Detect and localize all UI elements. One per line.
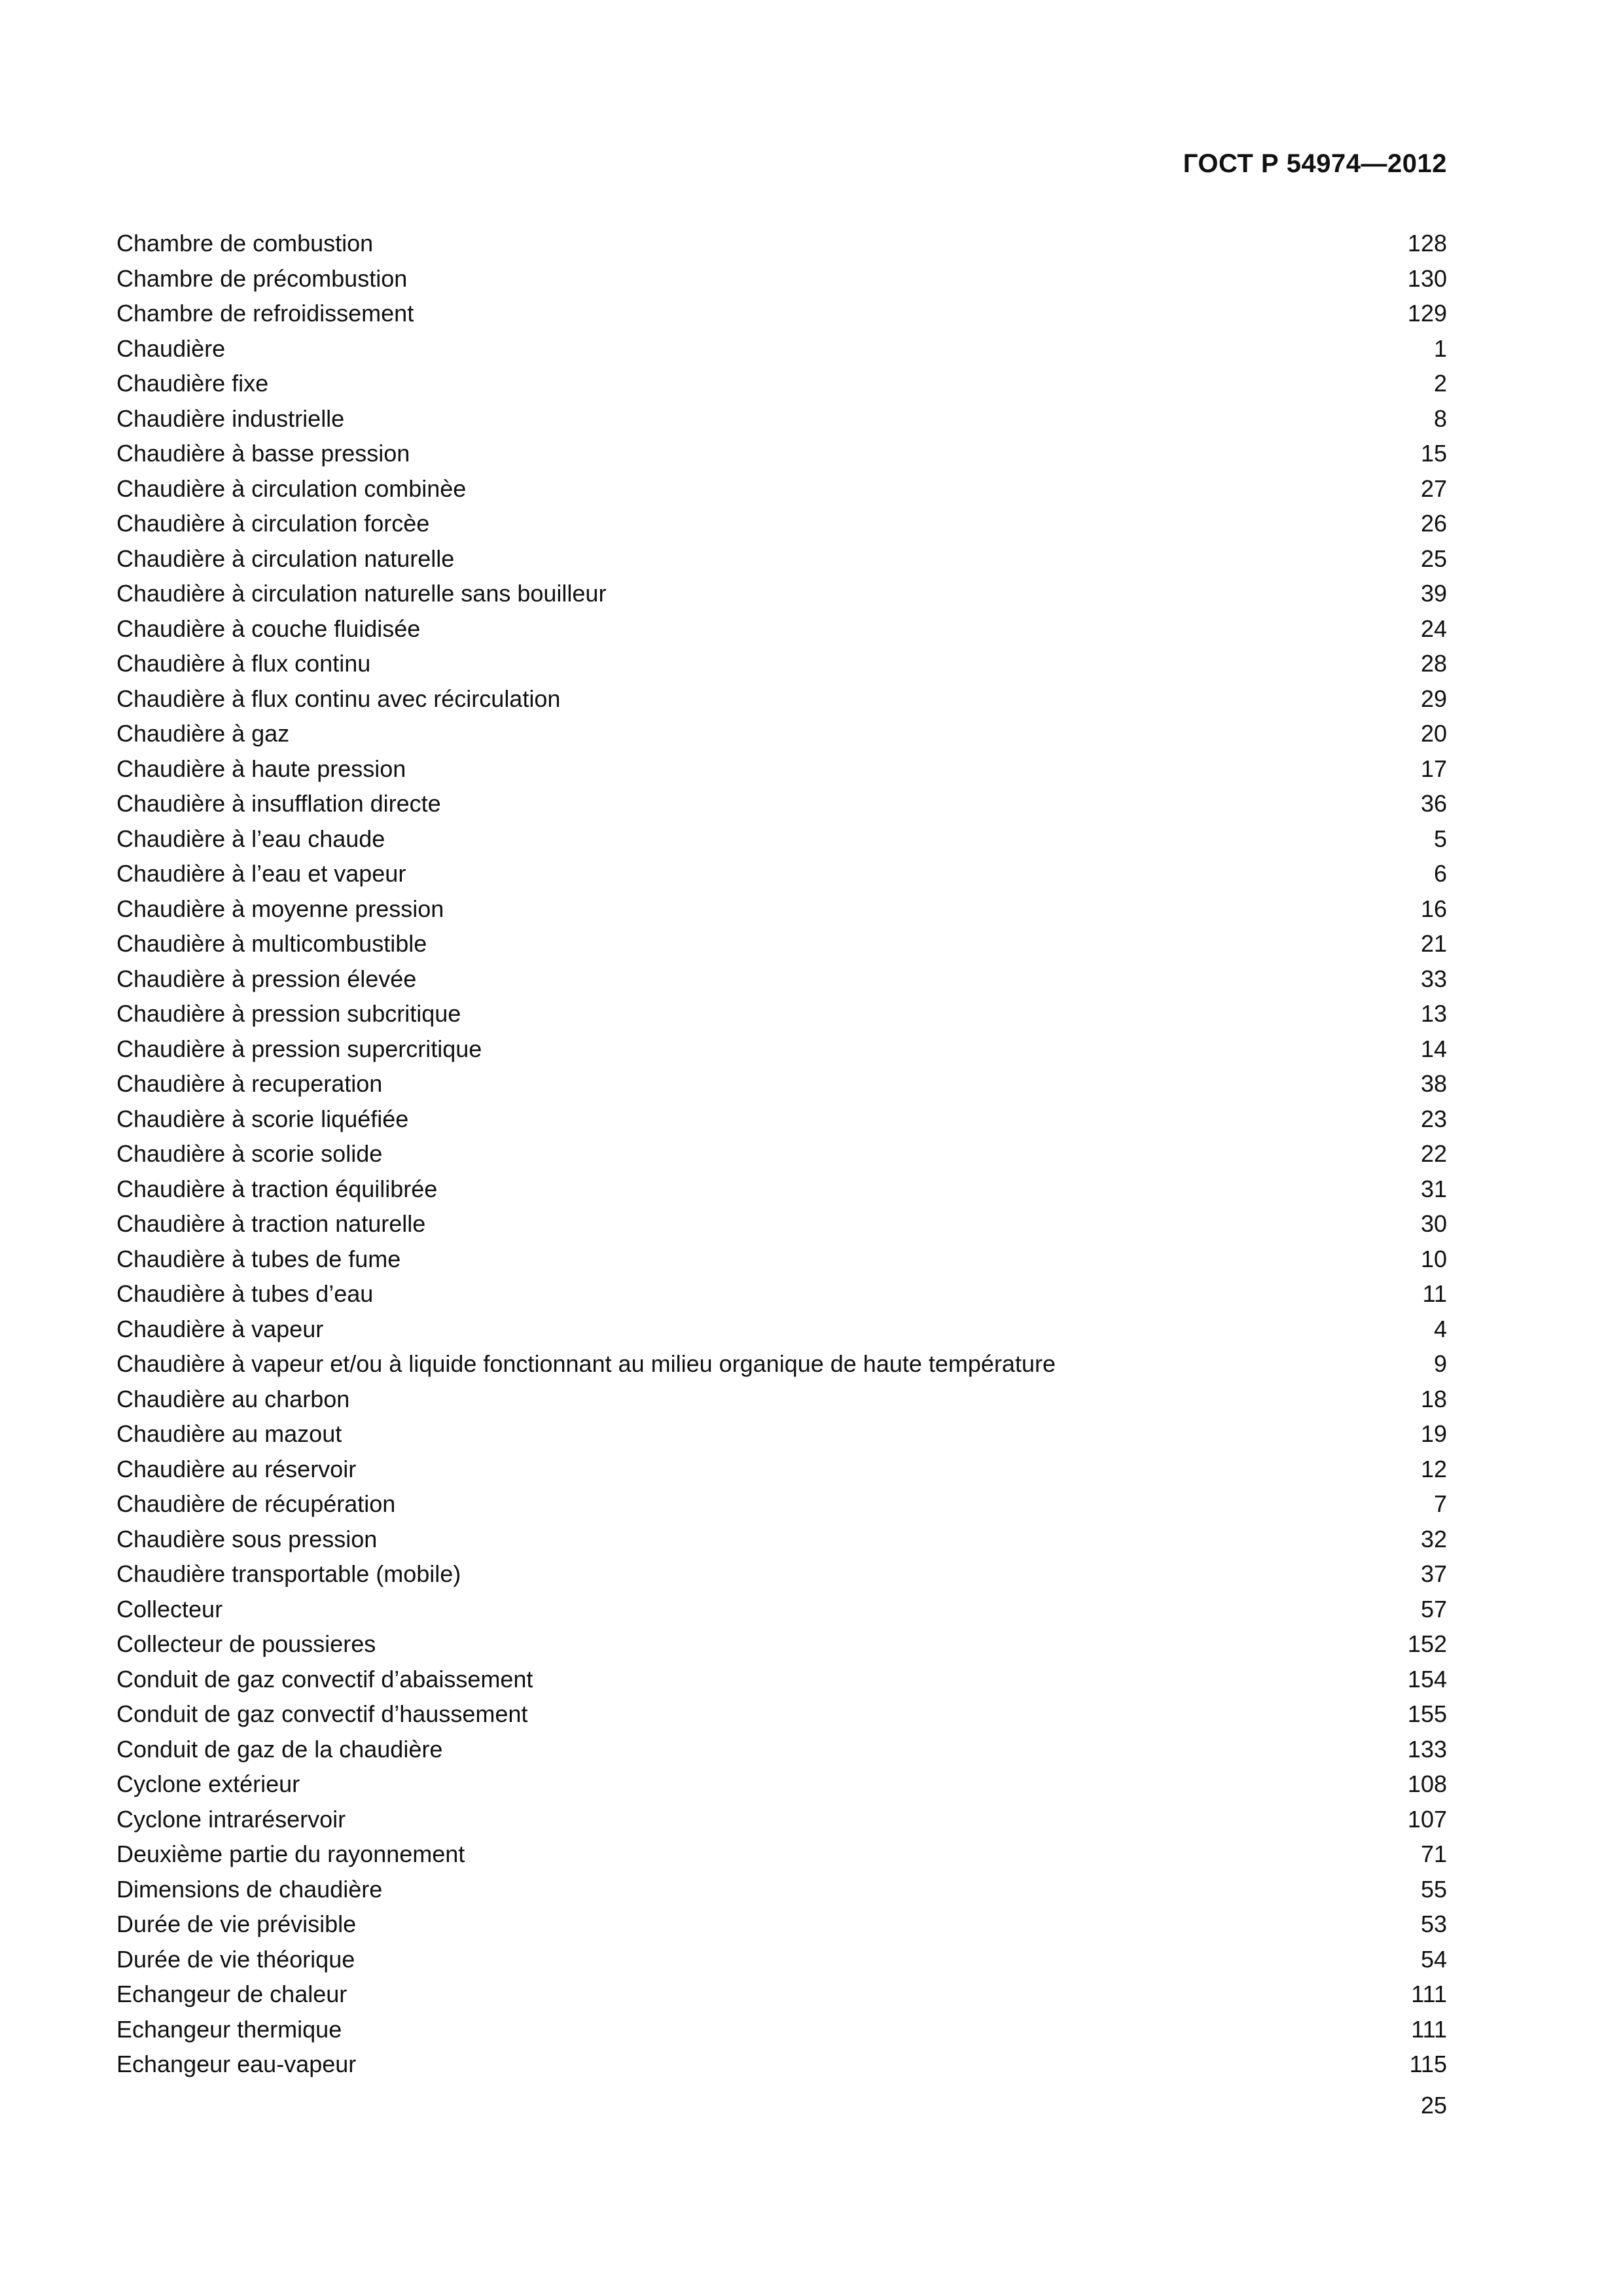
index-entry xyxy=(116,751,1447,787)
index-reference-number: 55 xyxy=(1420,1875,1447,1903)
index-term: Chaudière à tubes de fume xyxy=(116,1245,401,1272)
index-entry xyxy=(116,541,1447,577)
index-reference-number: 31 xyxy=(1420,1175,1447,1202)
index-entry xyxy=(116,821,1447,857)
index-reference-number: 38 xyxy=(1420,1070,1447,1097)
index-term: Chaudière de récupération xyxy=(116,1490,396,1517)
index-reference-number: 30 xyxy=(1420,1210,1447,1237)
index-reference-number: 10 xyxy=(1420,1245,1447,1272)
index-term: Chaudière au mazout xyxy=(116,1420,342,1447)
index-term: Durée de vie prévisible xyxy=(116,1910,357,1937)
index-entry xyxy=(116,226,1447,261)
index-entry xyxy=(116,1172,1447,1207)
index-entry xyxy=(116,856,1447,891)
index-term: Chaudière à circulation combinèe xyxy=(116,475,467,502)
index-entry xyxy=(116,1592,1447,1627)
index-entry xyxy=(116,996,1447,1031)
index-term: Chaudière sous pression xyxy=(116,1525,378,1552)
index-term: Collecteur xyxy=(116,1595,223,1623)
index-entry xyxy=(116,1907,1447,1942)
index-entry xyxy=(116,786,1447,821)
index-term: Chaudière fixe xyxy=(116,370,269,397)
index-reference-number: 129 xyxy=(1407,300,1447,327)
index-entry xyxy=(116,1312,1447,1347)
index-term: Chaudière transportable (mobile) xyxy=(116,1560,461,1587)
index-entry xyxy=(116,576,1447,611)
index-reference-number: 12 xyxy=(1420,1455,1447,1482)
index-term: Chaudière à traction naturelle xyxy=(116,1210,426,1237)
index-entry xyxy=(116,1626,1447,1662)
index-reference-number: 33 xyxy=(1420,965,1447,992)
index-reference-number: 54 xyxy=(1420,1945,1447,1973)
index-term: Chambre de précombustion xyxy=(116,264,408,292)
index-entry xyxy=(116,401,1447,437)
index-term: Conduit de gaz de la chaudière xyxy=(116,1735,443,1763)
index-reference-number: 53 xyxy=(1420,1910,1447,1937)
index-entry xyxy=(116,611,1447,647)
index-reference-number: 152 xyxy=(1407,1630,1447,1657)
index-reference-number: 111 xyxy=(1411,1981,1447,2007)
index-term: Chaudière à scorie solide xyxy=(116,1140,383,1167)
index-entry xyxy=(116,681,1447,717)
index-term: Collecteur de poussieres xyxy=(116,1630,376,1657)
index-entry xyxy=(116,1276,1447,1312)
index-term: Chaudière à moyenne pression xyxy=(116,895,444,922)
index-entry xyxy=(116,1802,1447,1837)
document-standard-code: ГОСТ Р 54974—2012 xyxy=(1183,149,1447,178)
index-term: Chaudière au charbon xyxy=(116,1385,350,1412)
index-entry xyxy=(116,1452,1447,1487)
index-reference-number: 11 xyxy=(1422,1280,1447,1307)
index-reference-number: 15 xyxy=(1420,440,1447,467)
index-reference-number: 25 xyxy=(1420,545,1447,572)
index-term: Echangeur thermique xyxy=(116,2015,342,2043)
index-term: Chaudière à pression élevée xyxy=(116,965,417,992)
index-entry xyxy=(116,1522,1447,1557)
index-entry xyxy=(116,436,1447,471)
page-number: 25 xyxy=(1420,2092,1447,2119)
index-term: Cyclone extérieur xyxy=(116,1770,300,1797)
index-term: Chaudière à scorie liquéfiée xyxy=(116,1105,409,1132)
index-term: Chaudière à vapeur xyxy=(116,1315,324,1342)
index-reference-number: 37 xyxy=(1420,1560,1447,1587)
index-term: Chaudière à insufflation directe xyxy=(116,790,441,817)
index-entry xyxy=(116,1242,1447,1277)
index-entry xyxy=(116,2047,1447,2082)
index-entry xyxy=(116,1066,1447,1102)
index-term: Chaudière à haute pression xyxy=(116,755,406,782)
index-entry xyxy=(116,1031,1447,1067)
index-entry xyxy=(116,1767,1447,1802)
index-reference-number: 14 xyxy=(1420,1035,1447,1062)
index-reference-number: 16 xyxy=(1420,895,1447,922)
index-entry xyxy=(116,506,1447,541)
index-term: Chaudière industrielle xyxy=(116,404,345,432)
index-reference-number: 23 xyxy=(1420,1105,1447,1132)
index-term: Chaudière à multicombustible xyxy=(116,930,427,957)
index-reference-number: 22 xyxy=(1420,1140,1447,1167)
index-entry xyxy=(116,1136,1447,1172)
index-reference-number: 29 xyxy=(1420,685,1447,712)
index-entry xyxy=(116,1206,1447,1242)
index-reference-number: 9 xyxy=(1433,1350,1447,1377)
index-term: Dimensions de chaudière xyxy=(116,1875,383,1903)
index-reference-number: 1 xyxy=(1433,334,1447,362)
index-entry xyxy=(116,1556,1447,1592)
index-entry xyxy=(116,331,1447,367)
index-reference-number: 8 xyxy=(1433,404,1447,432)
index-entry xyxy=(116,1416,1447,1452)
index-term: Echangeur de chaleur xyxy=(116,1981,348,2007)
index-reference-number: 18 xyxy=(1420,1385,1447,1412)
index-term: Chaudière à circulation naturelle xyxy=(116,545,455,572)
index-reference-number: 27 xyxy=(1420,475,1447,502)
index-term: Chaudière à pression supercritique xyxy=(116,1035,482,1062)
index-entry xyxy=(116,1102,1447,1137)
alphabetical-index xyxy=(116,226,1447,2082)
index-entry xyxy=(116,296,1447,331)
index-reference-number: 115 xyxy=(1409,2051,1447,2077)
index-reference-number: 36 xyxy=(1420,790,1447,817)
index-term: Chaudière à couche fluidisée xyxy=(116,615,421,642)
index-term: Chaudière à l’eau et vapeur xyxy=(116,860,406,887)
index-entry xyxy=(116,891,1447,927)
index-reference-number: 4 xyxy=(1433,1315,1447,1342)
index-term: Chaudière à recuperation xyxy=(116,1070,383,1097)
index-term: Chaudière à basse pression xyxy=(116,440,410,467)
index-reference-number: 108 xyxy=(1407,1770,1447,1797)
index-reference-number: 71 xyxy=(1420,1840,1447,1867)
index-reference-number: 20 xyxy=(1420,720,1447,747)
index-entry xyxy=(116,1662,1447,1697)
index-term: Chaudière au réservoir xyxy=(116,1455,357,1482)
index-entry xyxy=(116,1346,1447,1382)
index-entry xyxy=(116,1696,1447,1732)
index-reference-number: 39 xyxy=(1420,580,1447,607)
index-entry xyxy=(116,1837,1447,1872)
index-entry xyxy=(116,471,1447,507)
index-reference-number: 21 xyxy=(1420,930,1447,957)
index-term: Conduit de gaz convectif d’haussement xyxy=(116,1700,528,1727)
index-term: Cyclone intraréservoir xyxy=(116,1805,346,1833)
index-reference-number: 28 xyxy=(1420,650,1447,677)
index-reference-number: 57 xyxy=(1420,1595,1447,1623)
index-entry xyxy=(116,1732,1447,1767)
index-term: Chaudière à tubes d’eau xyxy=(116,1280,374,1307)
index-term: Deuxième partie du rayonnement xyxy=(116,1840,465,1867)
index-entry xyxy=(116,1382,1447,1417)
index-term: Chaudière à gaz xyxy=(116,720,290,747)
index-reference-number: 107 xyxy=(1407,1805,1447,1833)
index-term: Chaudière xyxy=(116,334,226,362)
index-reference-number: 130 xyxy=(1407,264,1447,292)
index-term: Chaudière à flux continu avec récirculation xyxy=(116,685,561,712)
index-reference-number: 13 xyxy=(1420,1000,1447,1027)
index-reference-number: 6 xyxy=(1433,860,1447,887)
index-reference-number: 154 xyxy=(1407,1665,1447,1693)
index-term: Chambre de combustion xyxy=(116,230,374,257)
index-reference-number: 17 xyxy=(1420,755,1447,782)
index-entry xyxy=(116,1486,1447,1522)
index-term: Chaudière à l’eau chaude xyxy=(116,825,385,852)
index-term: Echangeur eau-vapeur xyxy=(116,2051,357,2077)
index-entry xyxy=(116,1977,1447,2012)
index-term: Durée de vie théorique xyxy=(116,1945,355,1973)
index-reference-number: 26 xyxy=(1420,510,1447,537)
index-reference-number: 32 xyxy=(1420,1525,1447,1552)
index-reference-number: 111 xyxy=(1411,2015,1447,2043)
index-entry xyxy=(116,646,1447,681)
index-entry xyxy=(116,716,1447,751)
index-term: Chaudière à circulation naturelle sans bouilleur xyxy=(116,580,607,607)
index-term: Chaudière à traction équilibrée xyxy=(116,1175,438,1202)
index-reference-number: 7 xyxy=(1433,1490,1447,1517)
index-entry xyxy=(116,926,1447,961)
index-reference-number: 128 xyxy=(1407,230,1447,257)
index-term: Chaudière à pression subcritique xyxy=(116,1000,461,1027)
index-reference-number: 2 xyxy=(1433,370,1447,397)
index-term: Chambre de refroidissement xyxy=(116,300,414,327)
index-entry xyxy=(116,961,1447,997)
index-entry xyxy=(116,2012,1447,2047)
index-reference-number: 19 xyxy=(1420,1420,1447,1447)
index-entry xyxy=(116,261,1447,296)
index-reference-number: 24 xyxy=(1420,615,1447,642)
index-entry xyxy=(116,366,1447,401)
index-reference-number: 5 xyxy=(1433,825,1447,852)
index-term: Conduit de gaz convectif d’abaissement xyxy=(116,1665,533,1693)
index-term: Chaudière à flux continu xyxy=(116,650,371,677)
index-term: Chaudière à vapeur et/ou à liquide fonctionnant au milieu organique de haute température xyxy=(116,1350,1056,1377)
index-term: Chaudière à circulation forcèe xyxy=(116,510,430,537)
index-entry xyxy=(116,1872,1447,1907)
index-reference-number: 133 xyxy=(1407,1735,1447,1763)
index-reference-number: 155 xyxy=(1407,1700,1447,1727)
index-entry xyxy=(116,1942,1447,1977)
